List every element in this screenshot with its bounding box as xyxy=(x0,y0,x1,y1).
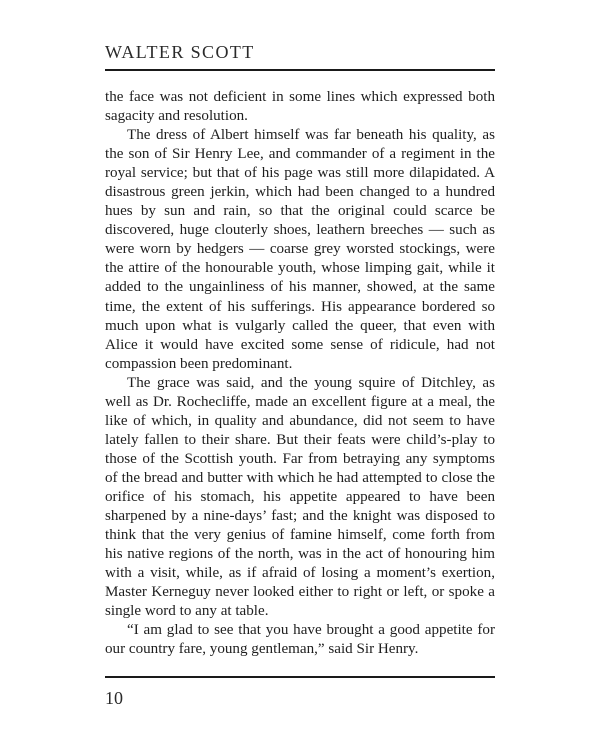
body-text xyxy=(105,88,495,659)
paragraph-dress-of-albert: The dress of Albert himself was far beneath his quality, as the son of Sir Henry Lee, and commander of a regiment in the royal service; but that of his page was still more dilapidated. A disastrous green jerkin, which had been changed to a hundred hues by sun and rain, so that the original could scarce be discovered, huge clouterly shoes, leathern breeches — such as were worn by hedgers — coarse grey worsted stockings, were the attire of the honourable youth, whose limping gait, while it added to the ungainliness of his manner, showed, at the same time, the extent of his sufferings. His appearance bordered so much upon what is vulgarly called the queer, that even with Alice it would have excited some sense of ridicule, had not compassion been predominant. xyxy=(105,127,495,372)
footer-rule xyxy=(105,676,495,678)
page-number: 10 xyxy=(105,688,123,708)
paragraph-grace-said: The grace was said, and the young squire of Ditchley, as well as Dr. Rochecliffe, made an excellent figure at a meal, the like of which, in quality and abundance, did not seem to have lately fallen to their share. But their feats were child’s-play to those of the Scottish youth. Far from betraying any symptoms of the bread and butter with which he had attempted to close the orifice of his stomach, his appetite appeared to have been sharpened by a nine-days’ fast; and the knight was disposed to think that the very genius of famine himself, come forth from his native regions of the north, was in the act of honouring him with a visit, while, as if afraid of losing a moment’s exertion, Master Kerneguy never looked either to right or left, or spoke a single word to any at table. xyxy=(105,374,495,620)
book-page xyxy=(105,0,495,750)
running-head-title: WALTER SCOTT xyxy=(105,42,255,62)
paragraph-sir-henry-quote: “I am glad to see that you have brought a good appetite for our country fare, young gentleman,” said Sir Henry. xyxy=(105,622,495,658)
paragraph-continuation: the face was not deficient in some lines which expressed both sagacity and resolution. xyxy=(105,89,495,125)
header-rule xyxy=(105,69,495,71)
